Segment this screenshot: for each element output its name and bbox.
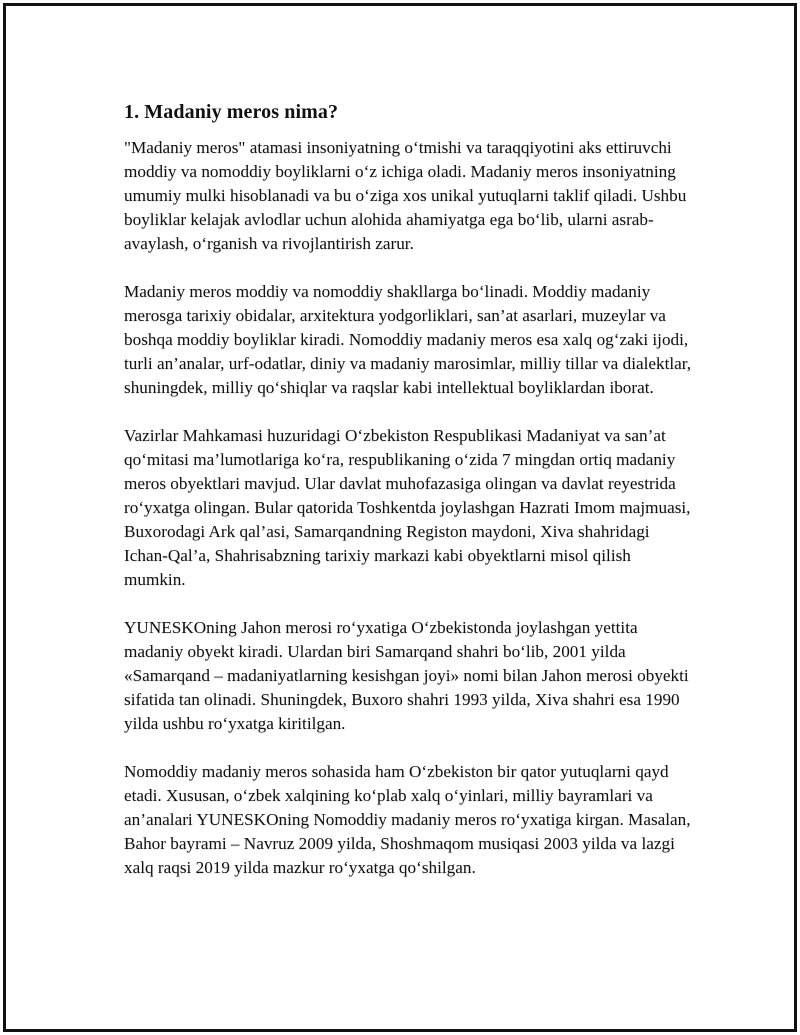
paragraph-types: Madaniy meros moddiy va nomoddiy shakllarga boʻlinadi. Moddiy madaniy merosga tarixiy obidalar, arxitektura yodgorliklari, san’at asarlari, muzeylar va boshqa moddiy boyliklar kiradi. Nomoddiy madaniy meros esa xalq ogʻzaki ijodi, turli an’analar, urf-odatlar, diniy va madaniy marosimlar, milliy tillar va dialektlar, shuningdek, milliy qoʻshiqlar va raqslar kabi intellektual boyliklardan iborat. — [124, 282, 692, 397]
section-heading: 1. Madaniy meros nima? — [124, 101, 339, 123]
paragraph-unesco-world-heritage: YUNESKOning Jahon merosi roʻyxatiga Oʻzbekistonda joylashgan yettita madaniy obyekt kiradi. Ulardan biri Samarqand shahri boʻlib, 2001 yilda «Samarqand – madaniyatlarning kesishgan joyi» nomi bilan Jahon merosi obyekti sifatida tan olinadi. Shuningdek, Buxoro shahri 1993 yilda, Xiva shahri esa 1990 yilda ushbu roʻyxatga kiritilgan. — [124, 618, 689, 733]
paragraph-national-objects: Vazirlar Mahkamasi huzuridagi Oʻzbekiston Respublikasi Madaniyat va san’at qoʻmitasi ma’lumotlariga koʻra, respublikaning oʻzida 7 mingdan ortiq madaniy meros obyektlari mavjud. Ular davlat muhofazasiga olingan va davlat reyestrida roʻyxatga olingan. Bular qatorida Toshkentda joylashgan Hazrati Imom majmuasi, Buxorodagi Ark qal’asi, Samarqandning Registon maydoni, Xiva shahridagi Ichan-Qal’a, Shahrisabzning tarixiy markazi kabi obyektlarni misol qilish mumkin. — [124, 426, 691, 589]
paragraph-intangible-heritage: Nomoddiy madaniy meros sohasida ham Oʻzbekiston bir qator yutuqlarni qayd etadi. Xususan, oʻzbek xalqining koʻplab xalq oʻyinlari, milliy bayramlari va an’analari YUNESKOning Nomoddiy madaniy meros roʻyxatiga kirgan. Masalan, Bahor bayrami – Navruz 2009 yilda, Shoshmaqom musiqasi 2003 yilda va lazgi xalq raqsi 2019 yilda mazkur roʻyxatga qoʻshilgan. — [124, 762, 691, 877]
page-frame — [3, 3, 797, 1032]
document-body — [124, 98, 694, 904]
paragraph-definition: "Madaniy meros" atamasi insoniyatning oʻtmishi va taraqqiyotini aks ettiruvchi moddiy va nomoddiy boyliklarni oʻz ichiga oladi. Madaniy meros insoniyatning umumiy mulki hisoblanadi va bu oʻziga xos unikal yutuqlarni taklif qiladi. Ushbu boyliklar kelajak avlodlar uchun alohida ahamiyatga ega boʻlib, ularni asrab-avaylash, oʻrganish va rivojlantirish zarur. — [124, 138, 687, 253]
